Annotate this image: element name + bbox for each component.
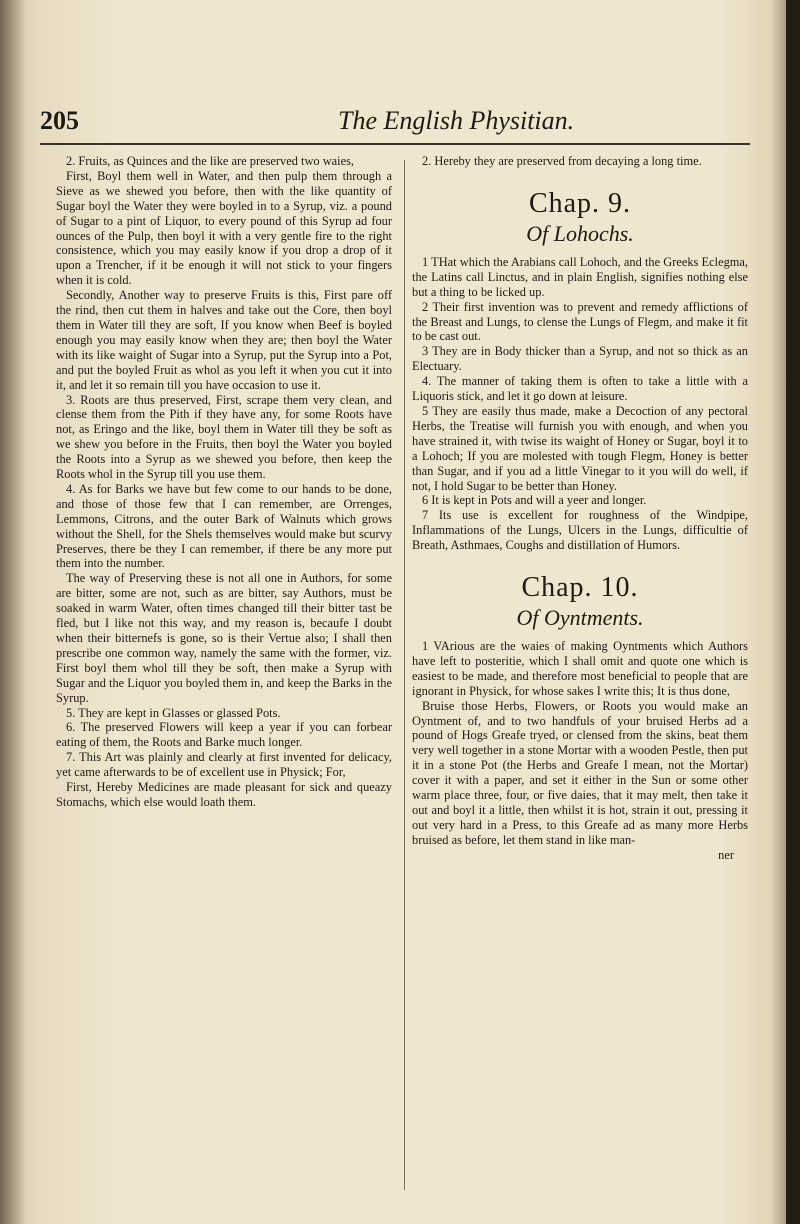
paragraph: The way of Preserving these is not all one in Authors, for some are bitter, some are not, such as are bitter, say Authors, must be soaked in warm Water, often times changed till their bitter tast be fled, but I like not this way, and my reason is, becaufe I doubt when their bitternefs is gone, so is their Vertue also; I shall then prescribe one common way, namely the same with the former, viz. First boyl them whol till they be soft, then make a Syrup with Sugar and the Liquor you boyled them in, and keep the Barks in the Syrup. [56, 571, 392, 705]
paragraph: First, Boyl them well in Water, and then pulp them through a Sieve as we shewed you before, then with the like quantity of Sugar boyl the Water they were boyled in to a Syrup, viz. a pound of Sugar to a pint of Liquor, to every pound of this Syrup ad four ounces of the Pulp, then boyl it with a very gentle fire to the right consistence, which you may easily know if you drop a drop of it upon a Trencher, if it be enough it will not stick to your fingers when it is cold. [56, 168, 392, 288]
paragraph: 5 They are easily thus made, make a Decoction of any pectoral Herbs, the Treatise will furnish you with enough, and when you have strained it, with twise its waight of Honey or Sugar, boyl it to a Lohoch; If you are molested with tough Flegm, Honey is better than Sugar, and if you ad a little Vinegar to it you will do well, if not, I hold Sugar to be better than Honey. [412, 403, 748, 493]
paragraph: 7 Its use is excellent for roughness of the Windpipe, Inflammations of the Lungs, Ulcers in the Lungs, difficultie of Breath, Asthmaes, Coughs and distillation of Humors. [412, 508, 748, 553]
paragraph: Secondly, Another way to preserve Fruits is this, First pare off the rind, then cut them in halves and take out the Core, then boyl them in Water till they are soft, If you know when Beef is boyled enough you may easily know when they are; then boyl the Water with its like waight of Sugar into a Syrup, put the Syrup into a Pot, and put the boyled Fruit as whol as you left it when you cut it into it, and let it so remain till you have occasion to use it. [56, 288, 392, 392]
chapter-10-title: Chap. 10. [521, 572, 639, 604]
paragraph: 5. They are kept in Glasses or glassed Pots. [66, 705, 281, 720]
paragraph: 2. Fruits, as Quinces and the like are preserved two waies, [66, 154, 354, 168]
paragraph: 7. This Art was plainly and clearly at first invented for delicacy, yet came afterwards to be of excellent use in Physick; For, [56, 750, 392, 780]
paragraph: 4. The manner of taking them is often to take a little with a Liquoris stick, and let it go down at leisure. [412, 374, 748, 404]
chapter-9-subtitle: Of Lohochs. [526, 220, 634, 246]
book-binding-shadow [0, 0, 26, 1224]
paragraph: 6 It is kept in Pots and will a yeer and longer. [422, 493, 647, 508]
paragraph: 3. Roots are thus preserved, First, scrape them very clean, and clense them from the Pith if they have any, for some Roots have not, as Eringo and the like, boyl them in Water till they be soft as we shew you before in the Fruits, then boyl the Water you boyled the Roots into a Syrup as we shewed you before, then keep the Roots whol in the Syrup till you use them. [56, 392, 392, 482]
right-column [412, 154, 748, 1204]
paragraph: 1 THat which the Arabians call Lohoch, and the Greeks Eclegma, the Latins call Linctus, and in plain English, signifies nothing else but a thing to be licked up. [412, 254, 748, 299]
paragraph: First, Hereby Medicines are made pleasant for sick and queazy Stomachs, which else would loath them. [56, 780, 392, 809]
paragraph: 1 VArious are the waies of making Oyntments which Authors have left to posteritie, which I shall omit and quote one which is easiest to be made, and therefore most beneficial to people that are ignorant in Physick, for whose sakes I write this; It is thus done, [412, 639, 748, 698]
paragraph: Bruise those Herbs, Flowers, or Roots you would make an Oyntment of, and to two handfuls of your bruised Herbs ad a pound of Hogs Greafe tryed, or clensed from the skins, beat them very well together in a stone Mortar with a wooden Pestle, then put it in a stone Pot (the Herbs and Greafe I mean, not the Mortar) cover it with a paper, and set it either in the Sun or some other warm place three, four, or five daies, that it may melt, then take it out and boyl it a little, then whilst it is hot, strain it out, pressing it out very hard in a Press, to this Greafe ad as many more Herbs bruised as before, let them stand in like man- [412, 698, 748, 847]
chapter-10-subtitle: Of Oyntments. [516, 605, 644, 631]
left-column [56, 154, 392, 1204]
catchword: ner [718, 847, 734, 862]
page-number: 205 [40, 106, 79, 135]
column-divider [404, 160, 405, 1190]
paragraph: 6. The preserved Flowers will keep a year if you can forbear eating of them, the Roots and Barke much longer. [56, 720, 392, 750]
paragraph: 2. Hereby they are preserved from decaying a long time. [422, 154, 702, 168]
running-title: The English Physitian. [338, 106, 575, 135]
page-header [40, 106, 740, 146]
paragraph: 3 They are in Body thicker than a Syrup, and not so thick as an Electuary. [412, 344, 748, 374]
page-edge-shadow [786, 0, 800, 1224]
header-rule [40, 143, 750, 145]
paragraph: 4. As for Barks we have but few come to our hands to be done, and those of those few that I can remember, are Orrenges, Lemmons, Citrons, and the outer Bark of Walnuts which grows without the Shell, for the Shels themselves would make but scurvy Preserves, there be they I can remember, if there be any more put them into the number. [56, 481, 392, 571]
paragraph: 2 Their first invention was to prevent and remedy afflictions of the Breast and Lungs, to clense the Lungs of Flegm, and make it fit to be cast out. [412, 299, 748, 344]
chapter-9-title: Chap. 9. [528, 187, 632, 219]
